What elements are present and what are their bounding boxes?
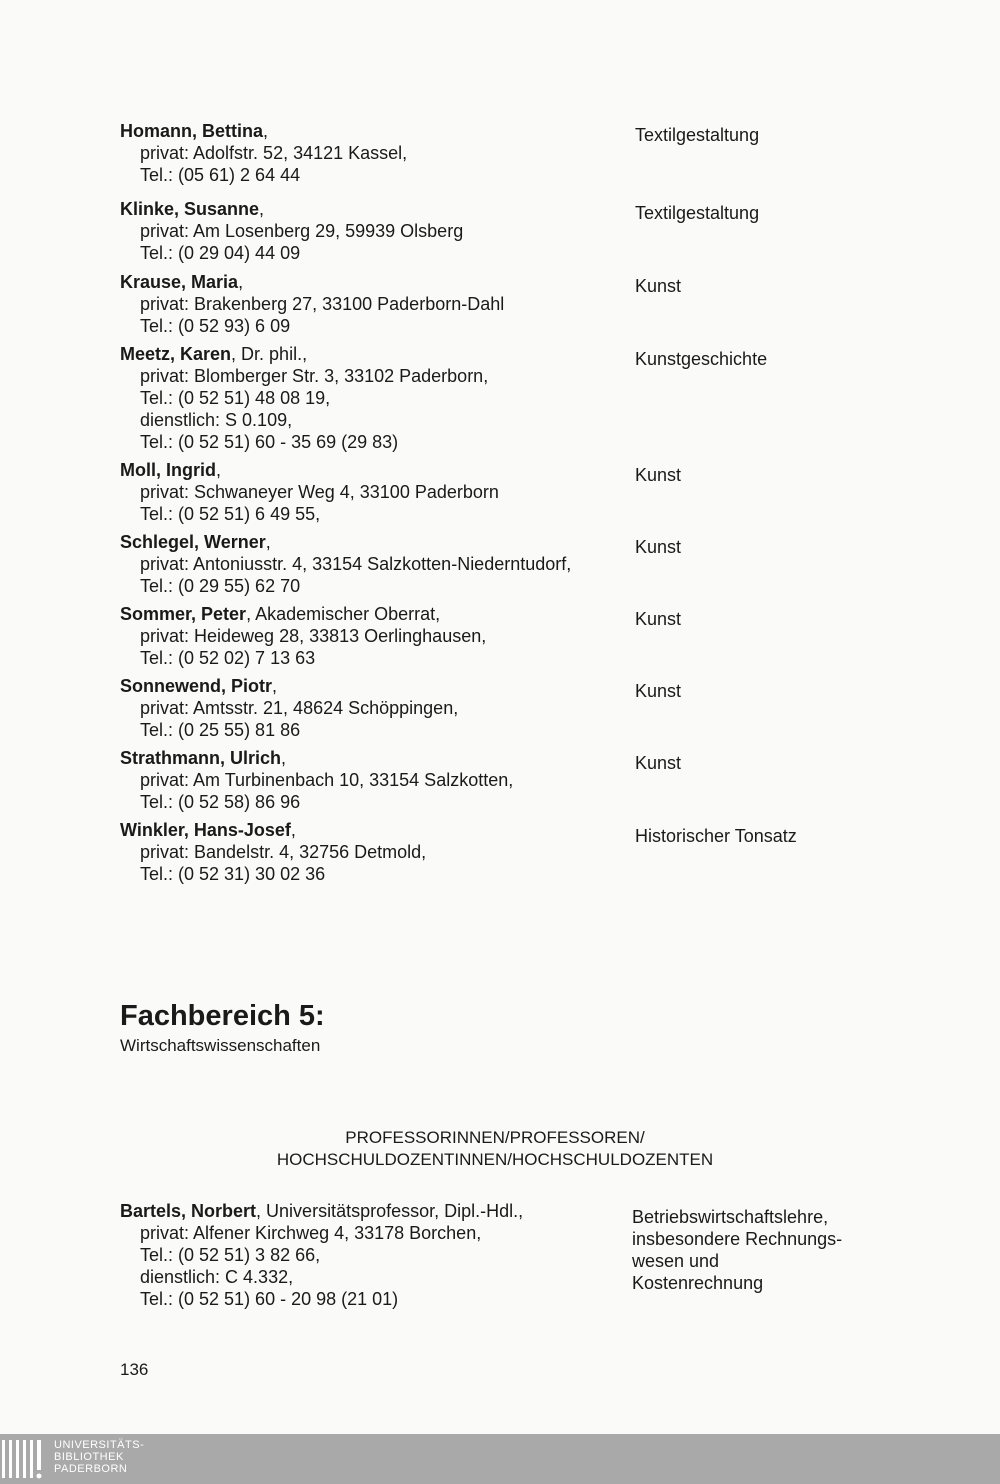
category-heading-line: HOCHSCHULDOZENTINNEN/HOCHSCHULDOZENTEN: [276, 1150, 714, 1169]
entry-detail: privat: Am Turbinenbach 10, 33154 Salzkotten,: [140, 770, 514, 790]
entry-detail: Tel.: (0 52 31) 30 02 36: [140, 864, 326, 884]
entry-detail: Tel.: (0 25 55) 81 86: [140, 720, 301, 740]
entry-suffix: ,: [238, 272, 244, 292]
entry-subject: Textilgestaltung: [635, 203, 760, 223]
entry-suffix: ,: [216, 460, 222, 480]
entry-subject: Historischer Tonsatz: [635, 826, 797, 846]
entry-moll: [120, 459, 860, 525]
entry-sonnewend: [120, 675, 860, 741]
entry-subject-line: wesen und: [632, 1251, 720, 1271]
entry-schlegel: [120, 531, 860, 597]
page-number: 136: [120, 1360, 149, 1379]
entry-bartels: [120, 1200, 860, 1310]
entry-suffix: ,: [281, 748, 287, 768]
library-name-line: UNIVERSITÄTS-: [54, 1439, 145, 1451]
entry-homann: [120, 120, 860, 186]
entry-subject: Kunst: [635, 609, 682, 629]
entry-name: Sommer, Peter: [120, 604, 247, 624]
library-name-line: PADERBORN: [54, 1463, 128, 1475]
entry-subject: Kunstgeschichte: [635, 349, 768, 369]
entry-name: Sonnewend, Piotr: [120, 676, 273, 696]
entry-detail: Tel.: (0 29 04) 44 09: [140, 243, 301, 263]
entry-suffix: ,: [290, 820, 296, 840]
entry-name: Krause, Maria: [120, 272, 239, 292]
entry-detail: privat: Antoniusstr. 4, 33154 Salzkotten-Niederntudorf,: [140, 554, 572, 574]
entry-detail: dienstlich: C 4.332,: [140, 1267, 294, 1287]
entry-detail: privat: Brakenberg 27, 33100 Paderborn-Dahl: [140, 294, 505, 314]
entry-detail: Tel.: (0 52 51) 3 82 66,: [140, 1245, 321, 1265]
entry-detail: Tel.: (0 52 51) 6 49 55,: [140, 504, 321, 524]
entry-detail: Tel.: (0 52 51) 60 - 35 69 (29 83): [140, 432, 399, 452]
library-name-line: BIBLIOTHEK: [54, 1451, 124, 1463]
entry-subject-line: Kostenrechnung: [632, 1273, 764, 1293]
entry-detail: Tel.: (0 52 02) 7 13 63: [140, 648, 316, 668]
entry-name: Winkler, Hans-Josef: [120, 820, 291, 840]
entry-winkler: [120, 819, 860, 885]
entry-name: Schlegel, Werner: [120, 532, 266, 552]
entry-detail: Tel.: (05 61) 2 64 44: [140, 165, 301, 185]
entry-detail: Tel.: (0 29 55) 62 70: [140, 576, 301, 596]
entry-suffix: ,: [263, 121, 269, 141]
entry-detail: dienstlich: S 0.109,: [140, 410, 293, 430]
entry-klinke: [120, 198, 860, 264]
entry-subject-line: Betriebswirtschaftslehre,: [632, 1207, 829, 1227]
entry-subject: [632, 1206, 872, 1294]
entry-detail: privat: Adolfstr. 52, 34121 Kassel,: [140, 143, 408, 163]
entry-name: Strathmann, Ulrich: [120, 748, 282, 768]
entry-subject: Kunst: [635, 465, 682, 485]
entry-suffix: , Dr. phil.,: [231, 344, 308, 364]
entry-detail: privat: Schwaneyer Weg 4, 33100 Paderborn: [140, 482, 499, 502]
entry-suffix: ,: [259, 199, 265, 219]
entry-subject: Kunst: [635, 537, 682, 557]
entry-detail: privat: Blomberger Str. 3, 33102 Paderborn,: [140, 366, 489, 386]
section-subtitle: Wirtschaftswissenschaften: [120, 1036, 321, 1055]
entry-detail: Tel.: (0 52 51) 48 08 19,: [140, 388, 331, 408]
category-heading-line: PROFESSORINNEN/PROFESSOREN/: [345, 1128, 645, 1147]
entry-detail: Tel.: (0 52 58) 86 96: [140, 792, 301, 812]
entry-detail: privat: Alfener Kirchweg 4, 33178 Borchen,: [140, 1223, 482, 1243]
entry-suffix: ,: [272, 676, 278, 696]
entry-subject: Kunst: [635, 681, 682, 701]
entry-detail: privat: Heideweg 28, 33813 Oerlinghausen,: [140, 626, 487, 646]
entry-subject-line: insbesondere Rechnungs-: [632, 1229, 843, 1249]
entry-strathmann: [120, 747, 860, 813]
entry-name: Meetz, Karen: [120, 344, 232, 364]
entry-name: Klinke, Susanne: [120, 199, 260, 219]
entry-subject: Kunst: [635, 276, 682, 296]
entry-detail: Tel.: (0 52 93) 6 09: [140, 316, 291, 336]
library-name: [54, 1439, 144, 1475]
entry-subject: Textilgestaltung: [635, 125, 760, 145]
entry-detail: privat: Bandelstr. 4, 32756 Detmold,: [140, 842, 427, 862]
library-logo-icon: [0, 1434, 50, 1484]
section-title: Fachbereich 5:: [120, 1000, 325, 1032]
entry-meetz: [120, 343, 860, 453]
entry-name: Homann, Bettina: [120, 121, 264, 141]
entry-suffix: , Akademischer Oberrat,: [246, 604, 441, 624]
entry-suffix: ,: [265, 532, 271, 552]
entry-detail: Tel.: (0 52 51) 60 - 20 98 (21 01): [140, 1289, 399, 1309]
library-footer-banner: [0, 1434, 1000, 1484]
entry-subject: Kunst: [635, 753, 682, 773]
entry-detail: privat: Amtsstr. 21, 48624 Schöppingen,: [140, 698, 459, 718]
entry-krause: [120, 271, 860, 337]
entry-sommer: [120, 603, 860, 669]
entry-name: Bartels, Norbert: [120, 1201, 257, 1221]
entry-detail: privat: Am Losenberg 29, 59939 Olsberg: [140, 221, 464, 241]
entry-name: Moll, Ingrid: [120, 460, 216, 480]
category-heading: [0, 1127, 990, 1171]
entry-suffix: , Universitätsprofessor, Dipl.-Hdl.,: [256, 1201, 524, 1221]
